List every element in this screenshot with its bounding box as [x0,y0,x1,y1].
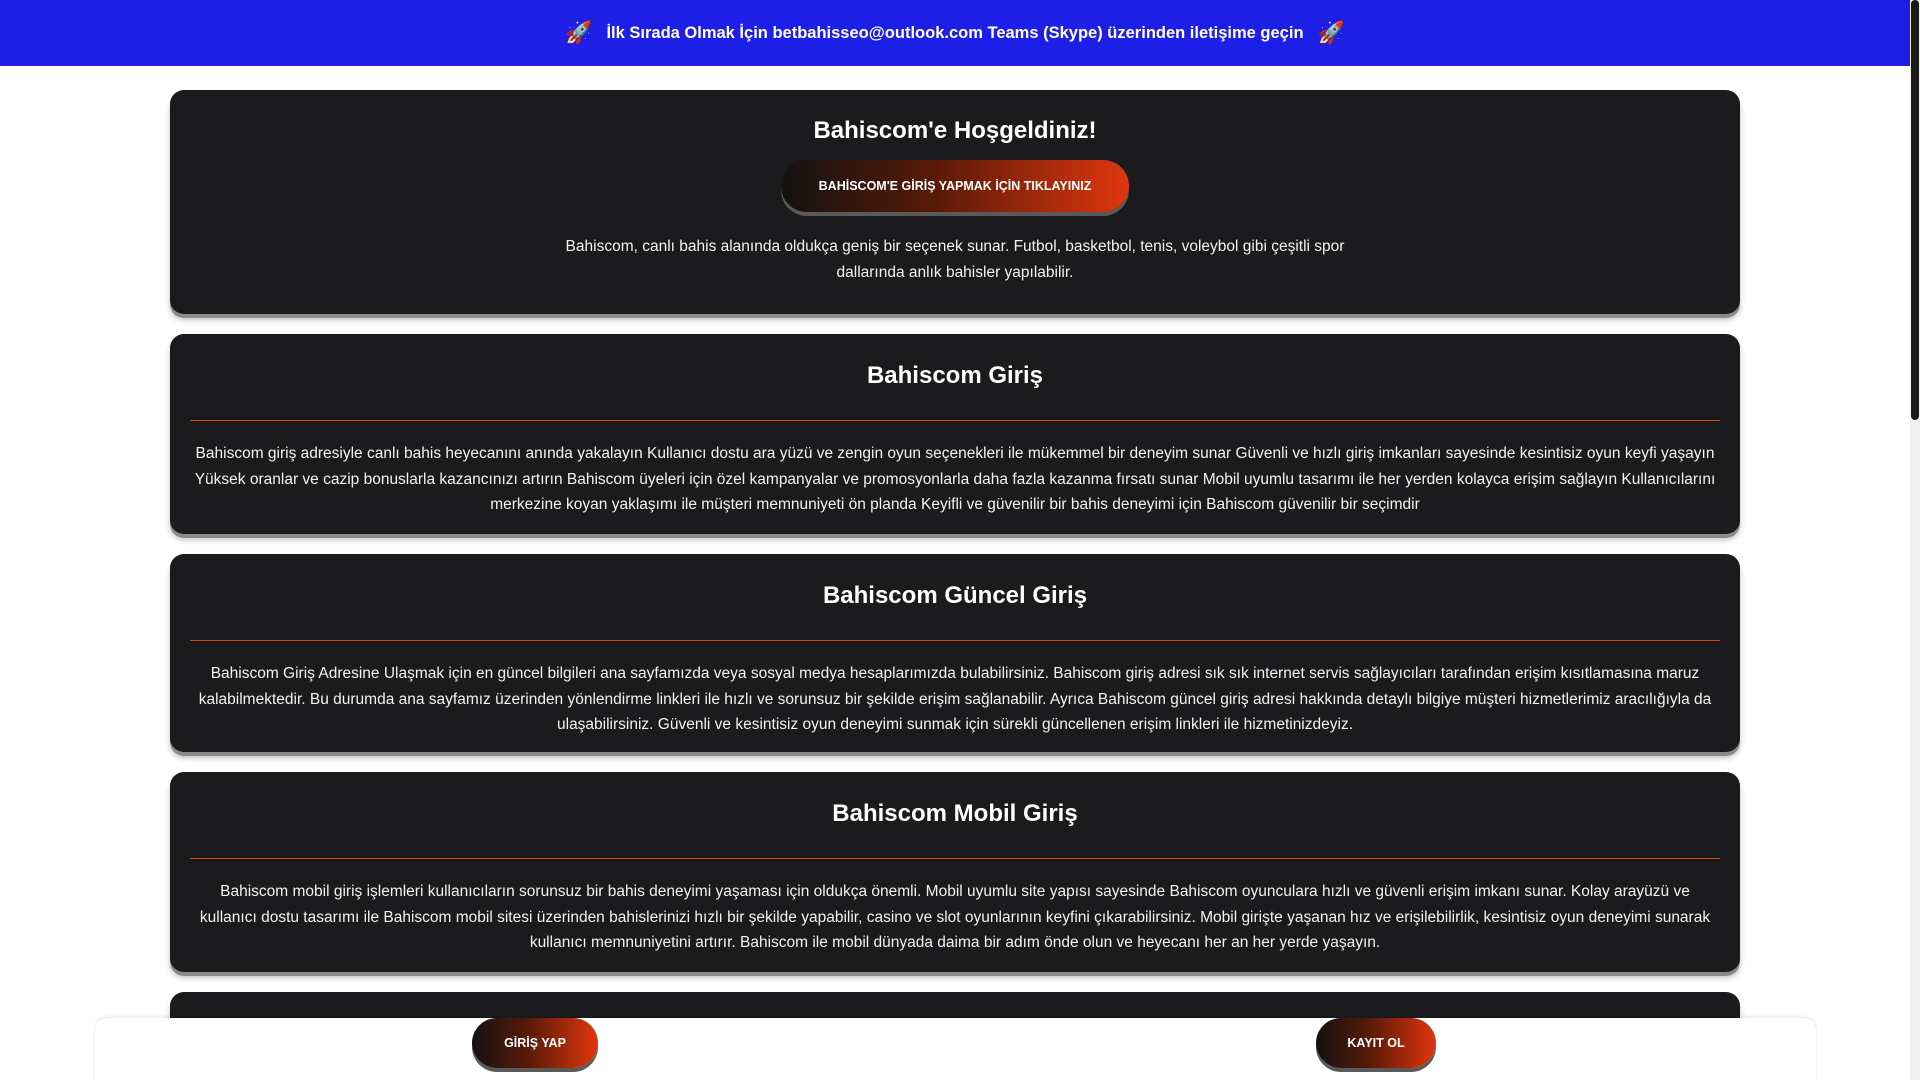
section-text: Bahiscom mobil giriş işlemleri kullanıcıların sorunsuz bir bahis deneyimi yaşaması için oldukça önemli. Mobil uyumlu site yapısı sayesinde Bahiscom oyunculara hızlı ve güvenli erişim imkanı sunar. Kolay arayüzü ve kullanıcı dostu tasarımı ile Bahiscom mobil sitesi üzerinden bahislerinizi hızlı bir şekilde yapabilir, casino ve slot oyunlarının keyfini çıkarabilirsiniz. Mobil girişte yaşanan hız ve erişilebilirlik, kesintisiz oyun deneyimi sunarak kullanıcı memnuniyetini artırır. Bahiscom ile mobil dünyada daima bir adım önde olun ve heyecanı her an her yerde yaşayın. [199,883,1711,951]
login-button[interactable]: GİRİŞ YAP [472,1018,598,1068]
rocket-icon: 🚀 [1317,20,1345,45]
scrollbar-track[interactable] [1910,0,1920,1080]
promo-banner-text: İlk Sırada Olmak İçin betbahisseo@outlook.com Teams (Skype) üzerinden iletişime geçin [606,23,1304,42]
section-text: Bahiscom giriş adresiyle canlı bahis heyecanını anında yakalayın Kullanıcı dostu ara yüzü ve zengin oyun seçenekleri ile mükemmel bir deneyim sunar Güvenli ve hızlı giriş imkanları sayesinde kesintisiz oyun keyfi yaşayın Yüksek oranlar ve cazip bonuslarla kazancınızı artırın Bahiscom üyeleri için özel kampanyalar ve promosyonlarla daha fazla kazanma fırsatı sunar Mobil uyumlu tasarımı ile her yerden kolayca erişim sağlayın Kullanıcılarını merkezine koyan yaklaşımı ile müşteri memnuniyeti ön planda Keyifli ve güvenilir bir bahis deneyimi için Bahiscom güvenilir bir seçimdir [194,445,1716,513]
login-cta-button[interactable]: BAHİSCOM'E GİRİŞ YAPMAK İÇİN TIKLAYINIZ [781,160,1129,212]
register-button[interactable]: KAYIT OL [1316,1018,1436,1068]
section-divider [190,420,1720,421]
section-text: Bahiscom Giriş Adresine Ulaşmak için en güncel bilgileri ana sayfamızda veya sosyal medya hesaplarımızda bulabilirsiniz. Bahiscom giriş adresi sık sık internet servis sağlayıcıları tarafından erişim kısıtlamasına maruz kalabilmektedir. Bu durumda ana sayfamız üzerinden yönlendirme linkleri ile hızlı ve sorunsuz bir şekilde erişim sağlanabilir. Ayrıca Bahiscom güncel giriş adresi hakkında detaylı bilgiye müşteri hizmetlerimiz aracılığıyla da ulaşabilirsiniz. Güvenli ve kesintisiz oyun deneyimi sunmak için sürekli güncellenen erişim linkleri ile hizmetinizdeyiz. [198,665,1712,733]
section-card-mobil [170,772,1740,972]
welcome-text: Bahiscom, canlı bahis alanında oldukça geniş bir seçenek sunar. Futbol, basketbol, tenis, voleybol gibi çeşitli spor dallarında anlık bahisler yapılabilir. [565,238,1345,281]
welcome-title: Bahiscom'e Hoşgeldiniz! [813,117,1097,144]
section-divider [190,640,1720,641]
card-list [170,90,1740,1080]
scrollbar-thumb[interactable] [1911,0,1919,420]
rocket-icon: 🚀 [565,20,593,45]
section-title: Bahiscom Güncel Giriş [822,582,1088,609]
section-card-giris [170,334,1740,534]
section-divider [190,858,1720,859]
section-title: Bahiscom Giriş [866,362,1044,389]
bottom-action-bar [95,1018,1816,1080]
promo-banner [0,0,1910,66]
section-title: Bahiscom Mobil Giriş [832,800,1078,827]
welcome-card [170,90,1740,314]
section-card-guncel [170,554,1740,752]
